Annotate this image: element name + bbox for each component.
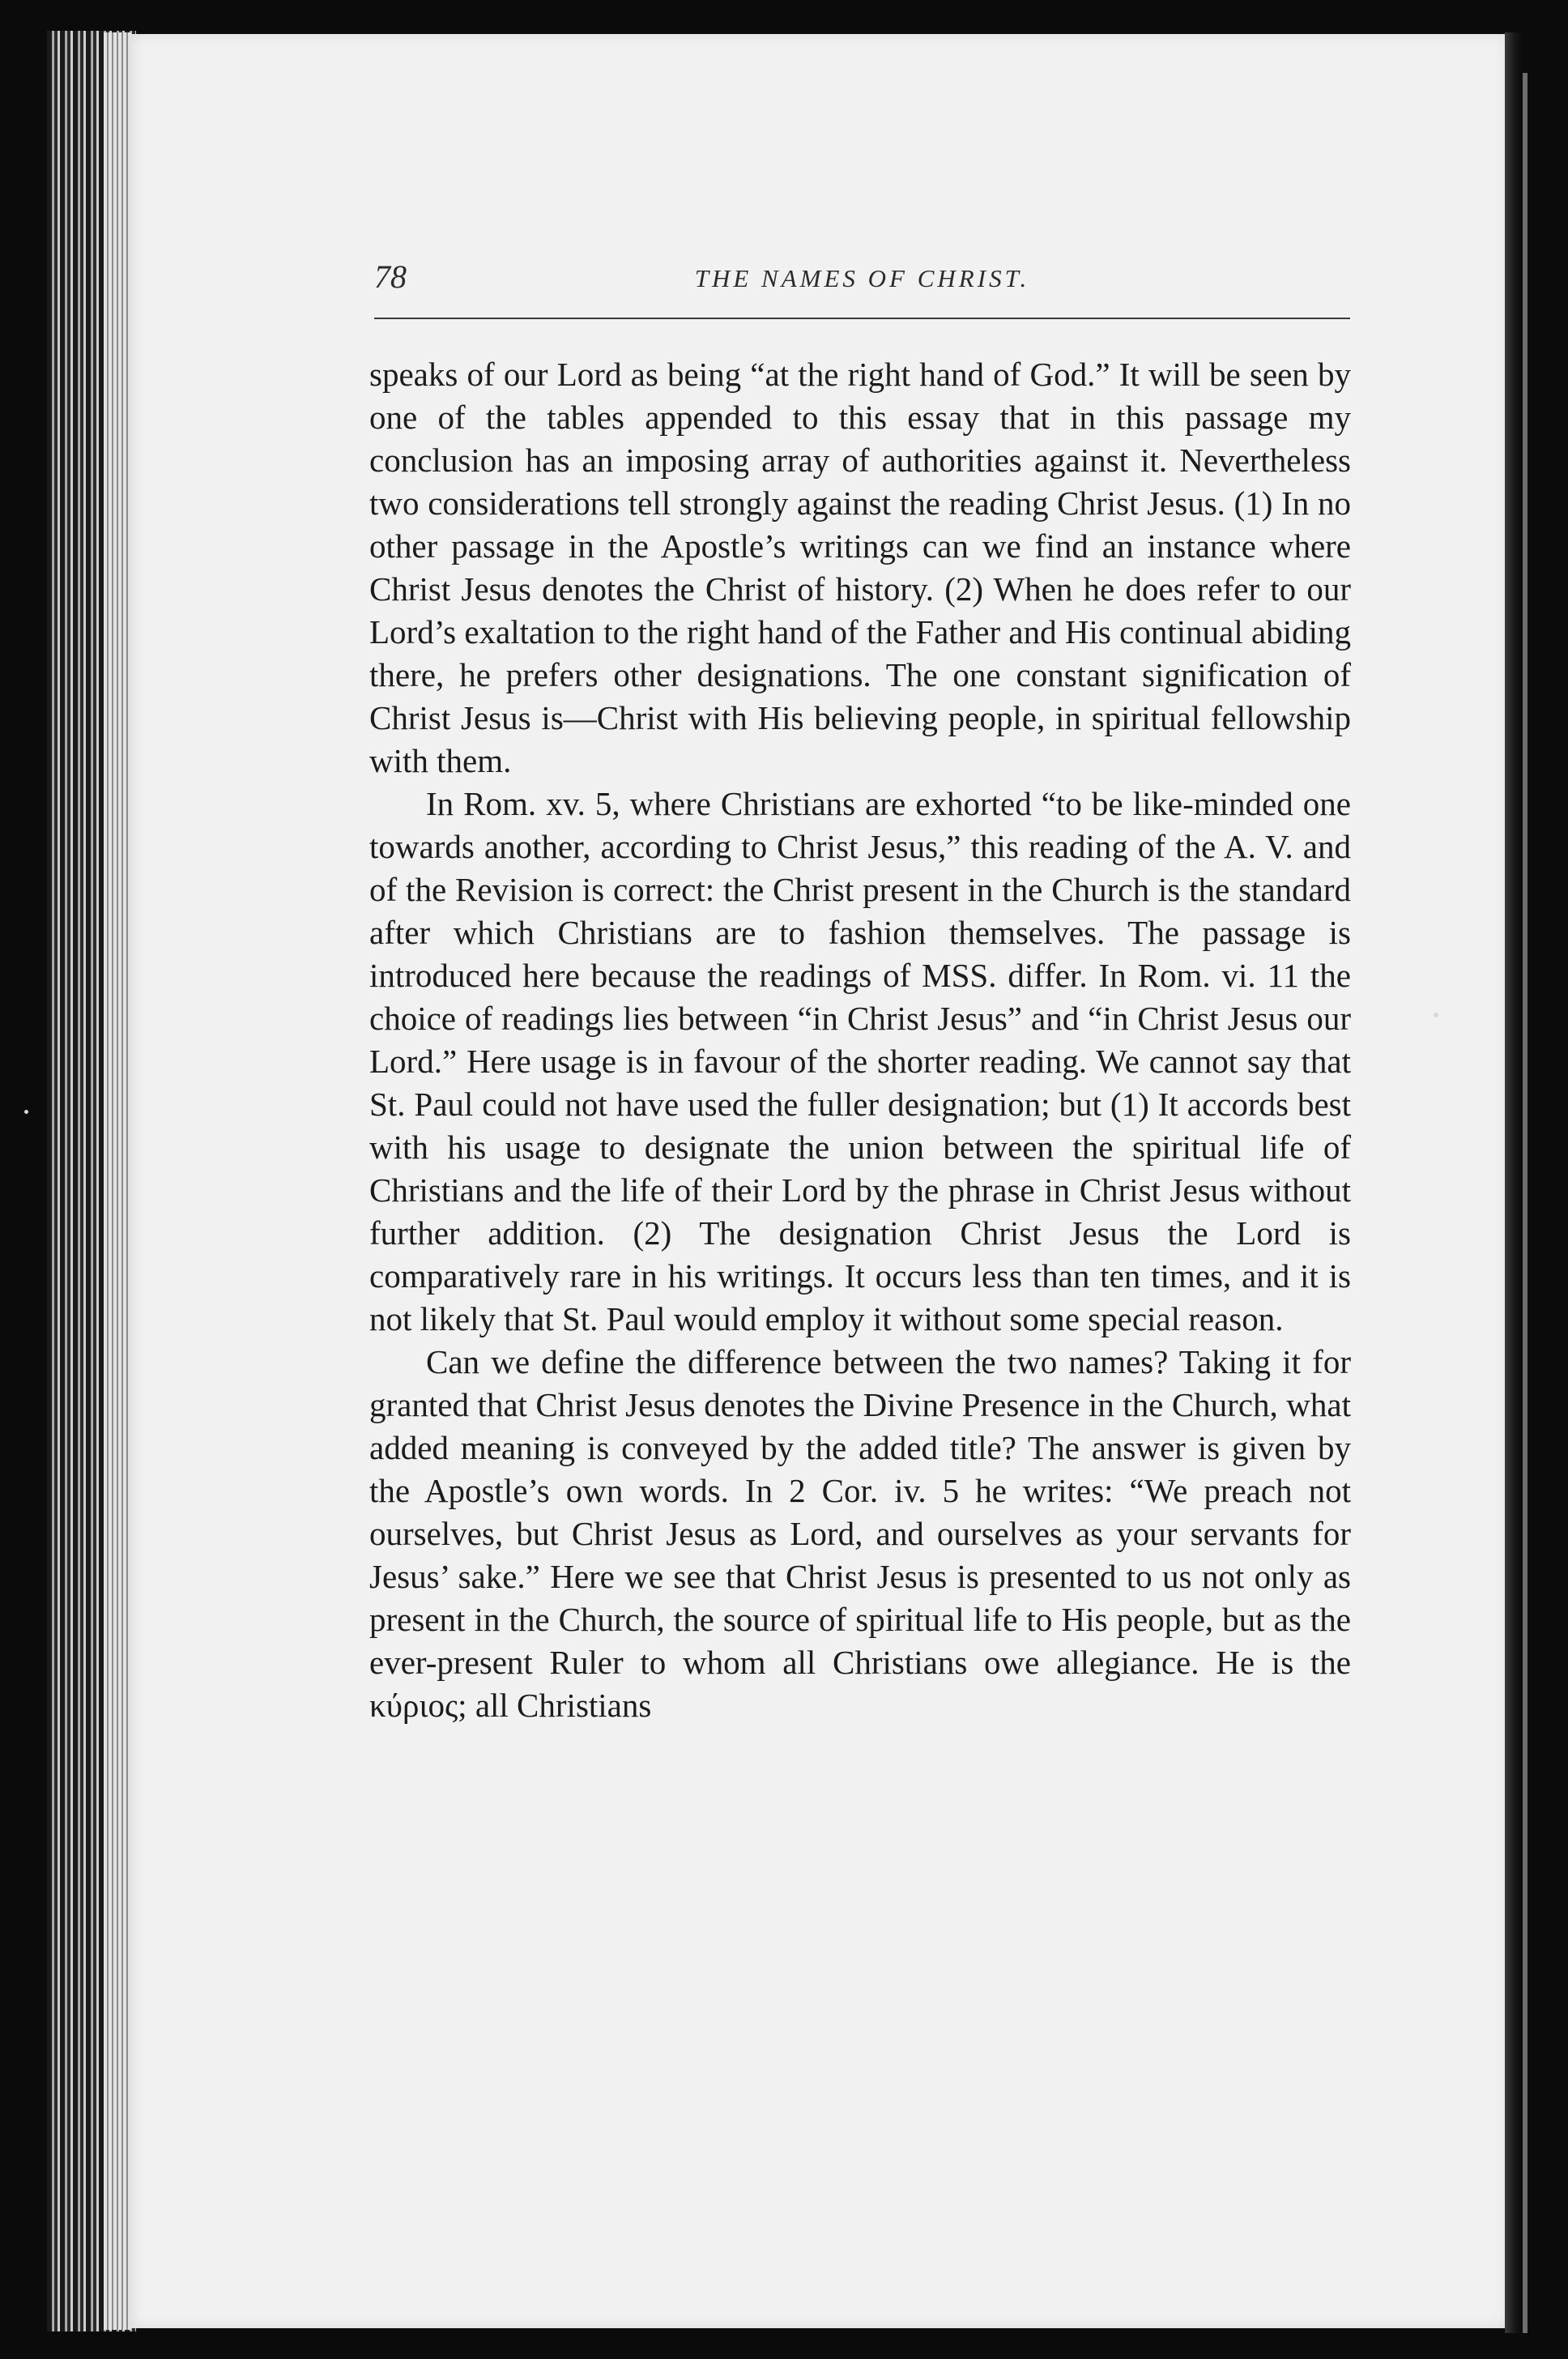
header-rule [374,318,1350,319]
running-title: THE NAMES OF CHRIST. [694,264,1030,292]
paragraph-1: speaks of our Lord as being “at the right hand of God.” It will be seen by one of the tables appended to this essay that in this passage my conclusion has an imposing array of authorities against it. Nevertheless two considerations tell strongly against the reading Christ Jesus. (1) In no other passage in the Apostle’s writings can we find an instance where Christ Jesus denotes the Christ of history. (2) When he does refer to our Lord’s exaltation to the right hand of the Father and His continual abiding there, he prefers other designations. The one constant signification of Christ Jesus is—Christ with His believing people, in spiritual fellowship with them. [369,356,1351,779]
body-text [369,353,1351,1727]
paragraph-3: Can we define the difference between the two names? Taking it for granted that Christ Jesus denotes the Divine Presence in the Church, what added meaning is conveyed by the added title? The answer is given by the Apostle’s own words. In 2 Cor. iv. 5 he writes: “We preach not ourselves, but Christ Jesus as Lord, and ourselves as your servants for Jesus’ sake.” Here we see that Christ Jesus is presented to us not only as present in the Church, the source of spiritual life to His people, but as the ever-present Ruler to whom all Christians owe allegiance. He is the κύριος; all Christians [369,1343,1351,1724]
gutter-shadow [1505,32,1523,2333]
running-head [374,258,1350,314]
page-number: 78 [374,258,407,295]
book-page-edges-inner [104,32,131,2330]
dust-speck [24,1110,28,1114]
dust-speck [1434,1013,1438,1017]
paragraph-2: In Rom. xv. 5, where Christians are exhorted “to be like-minded one towards another, according to Christ Jesus,” this reading of the A. V. and of the Revision is correct: the Christ present in the Church is the standard after which Christians are to fashion themselves. The passage is introduced here because the readings of MSS. differ. In Rom. vi. 11 the choice of readings lies between “in Christ Jesus” and “in Christ Jesus our Lord.” Here usage is in favour of the shorter reading. We cannot say that St. Paul could not have used the fuller designation; but (1) It accords best with his usage to designate the union between the spiritual life of Christians and the life of their Lord by the phrase in Christ Jesus without further addition. (2) The designation Christ Jesus the Lord is comparatively rare in his writings. It occurs less than ten times, and it is not likely that St. Paul would employ it without some special reason. [369,785,1351,1337]
